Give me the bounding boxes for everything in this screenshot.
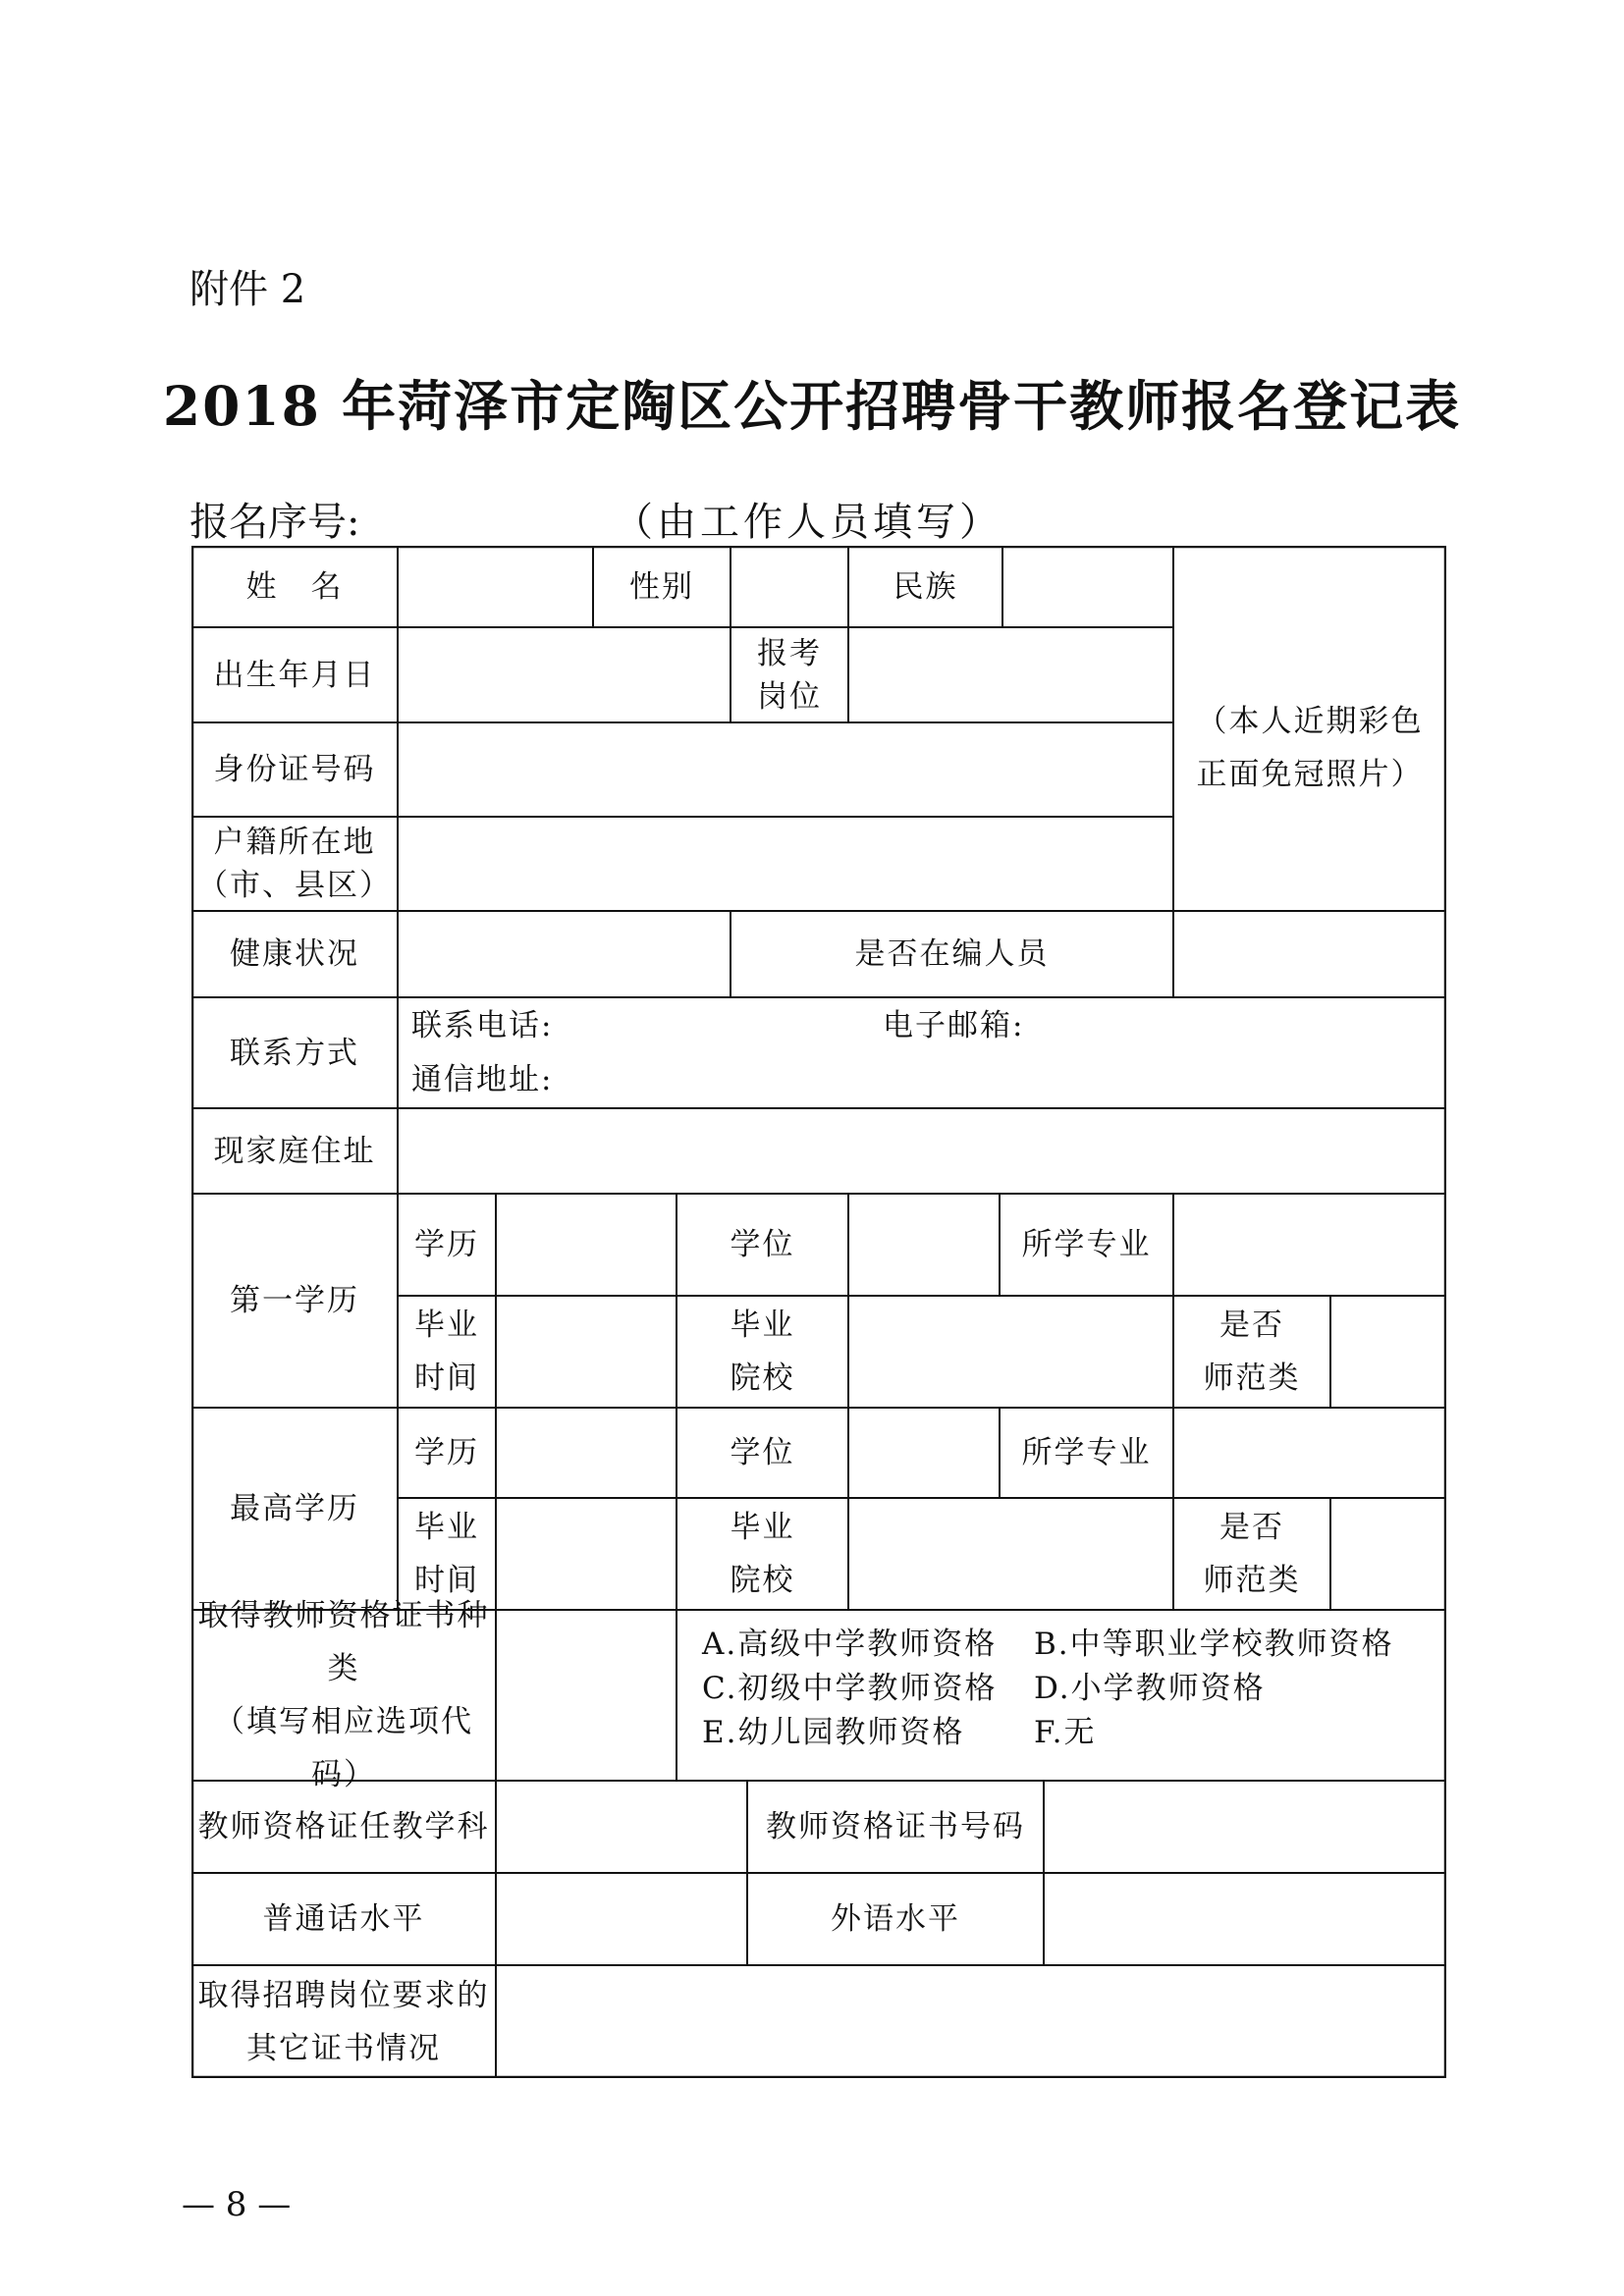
first-grad-time-field[interactable] — [496, 1296, 677, 1408]
cert-option-e: E.幼儿园教师资格 — [702, 1715, 965, 1750]
phone-label: 联系电话: — [411, 1008, 554, 1043]
foreign-language-field[interactable] — [1044, 1873, 1446, 1965]
foreign-language-label: 外语水平 — [831, 1901, 960, 1937]
highest-education-label: 学历 — [414, 1435, 479, 1470]
hukou-label-line2: （市、县区） — [197, 868, 392, 903]
in-staff-field[interactable] — [1173, 911, 1446, 997]
in-staff-label: 是否在编人员 — [854, 936, 1050, 972]
cert-option-b: B.中等职业学校教师资格 — [1034, 1627, 1394, 1662]
highest-school-label — [677, 1498, 848, 1610]
cert-subject-label: 教师资格证任教学科 — [197, 1809, 490, 1844]
cert-type-line2: （填写相应选项代码） — [214, 1704, 473, 1792]
gender-field[interactable] — [731, 546, 848, 627]
birth-date-field[interactable] — [398, 627, 731, 722]
hukou-label — [191, 817, 398, 911]
cert-option-f: F.无 — [1034, 1715, 1097, 1750]
first-grad-time-line2: 时间 — [414, 1361, 479, 1396]
contact-label: 联系方式 — [230, 1035, 359, 1071]
highest-normal-line1: 是否 — [1219, 1510, 1284, 1545]
id-number-field[interactable] — [398, 722, 1173, 817]
position-label-line1: 报考 — [757, 635, 822, 671]
other-certs-label — [191, 1965, 496, 2078]
health-label: 健康状况 — [230, 936, 359, 972]
health-field[interactable] — [398, 911, 731, 997]
highest-normal-field[interactable] — [1330, 1498, 1446, 1610]
first-normal-field[interactable] — [1330, 1296, 1446, 1408]
highest-grad-time-line1: 毕业 — [414, 1510, 479, 1545]
cert-option-d: D.小学教师资格 — [1034, 1671, 1266, 1706]
other-certs-line2: 其它证书情况 — [246, 2030, 441, 2066]
first-degree-type-label: 学位 — [730, 1227, 795, 1262]
hukou-field[interactable] — [398, 817, 1173, 911]
hukou-label-line1: 户籍所在地 — [213, 825, 376, 860]
photo-note-line1: （本人近期彩色 — [1196, 704, 1424, 739]
highest-normal-label — [1173, 1498, 1330, 1610]
highest-school-field[interactable] — [848, 1498, 1173, 1610]
position-label-line2: 岗位 — [757, 678, 822, 715]
serial-label: 报名序号: — [189, 500, 360, 545]
cert-option-c: C.初级中学教师资格 — [702, 1671, 998, 1706]
other-certs-line1: 取得招聘岗位要求的 — [197, 1977, 490, 2013]
highest-major-label: 所学专业 — [1021, 1435, 1152, 1470]
first-normal-line1: 是否 — [1219, 1308, 1284, 1343]
cert-type-line1: 取得教师资格证书种类 — [197, 1598, 490, 1686]
serial-note: （由工作人员填写） — [614, 500, 1002, 545]
highest-degree-type-label: 学位 — [730, 1435, 795, 1470]
gender-label: 性别 — [629, 568, 694, 605]
cert-type-field[interactable] — [496, 1610, 677, 1781]
attachment-label: 附件 2 — [189, 267, 306, 312]
first-school-field[interactable] — [848, 1296, 1173, 1408]
cert-option-a: A.高级中学教师资格 — [702, 1627, 998, 1662]
first-normal-label — [1173, 1296, 1330, 1408]
address-label: 通信地址: — [411, 1062, 554, 1097]
position-field[interactable] — [848, 627, 1173, 722]
document-title: 2018 年菏泽市定陶区公开招聘骨干教师报名登记表 — [162, 374, 1462, 438]
id-number-label: 身份证号码 — [213, 752, 376, 787]
other-certs-field[interactable] — [496, 1965, 1446, 2078]
highest-grad-time-field[interactable] — [496, 1498, 677, 1610]
name-label: 姓 名 — [245, 568, 344, 605]
first-school-line2: 院校 — [730, 1361, 795, 1396]
ethnicity-label: 民族 — [893, 568, 958, 605]
cert-number-label: 教师资格证书号码 — [766, 1809, 1025, 1844]
first-grad-time-line1: 毕业 — [414, 1308, 479, 1343]
highest-major-field[interactable] — [1173, 1408, 1446, 1498]
photo-placeholder[interactable] — [1173, 546, 1446, 911]
first-major-field[interactable] — [1173, 1194, 1446, 1296]
first-degree-type-field[interactable] — [848, 1194, 1000, 1296]
highest-school-line1: 毕业 — [730, 1510, 795, 1545]
first-school-line1: 毕业 — [730, 1308, 795, 1343]
page-number: — 8 — — [182, 2185, 292, 2224]
highest-normal-line2: 师范类 — [1203, 1563, 1301, 1598]
first-grad-time-label — [398, 1296, 496, 1408]
photo-note-line2: 正面免冠照片） — [1196, 757, 1424, 792]
home-address-field[interactable] — [398, 1108, 1446, 1194]
first-normal-line2: 师范类 — [1203, 1361, 1301, 1396]
first-education-label: 学历 — [414, 1227, 479, 1262]
highest-degree-label: 最高学历 — [230, 1491, 359, 1526]
highest-grad-time-line2: 时间 — [414, 1563, 479, 1598]
cert-number-field[interactable] — [1044, 1781, 1446, 1873]
cert-subject-field[interactable] — [496, 1781, 747, 1873]
mandarin-label: 普通话水平 — [262, 1901, 425, 1937]
highest-education-field[interactable] — [496, 1408, 677, 1498]
highest-degree-type-field[interactable] — [848, 1408, 1000, 1498]
position-label — [731, 627, 848, 722]
first-school-label — [677, 1296, 848, 1408]
name-field[interactable] — [398, 546, 593, 627]
email-label: 电子邮箱: — [883, 1008, 1025, 1043]
birth-date-label: 出生年月日 — [213, 657, 376, 693]
ethnicity-field[interactable] — [1002, 546, 1173, 627]
cert-type-label — [191, 1598, 496, 1792]
first-major-label: 所学专业 — [1021, 1227, 1152, 1262]
first-education-field[interactable] — [496, 1194, 677, 1296]
highest-school-line2: 院校 — [730, 1563, 795, 1598]
registration-form-table — [191, 546, 1446, 2078]
mandarin-field[interactable] — [496, 1873, 747, 1965]
first-degree-label: 第一学历 — [230, 1283, 359, 1318]
home-address-label: 现家庭住址 — [213, 1133, 376, 1169]
